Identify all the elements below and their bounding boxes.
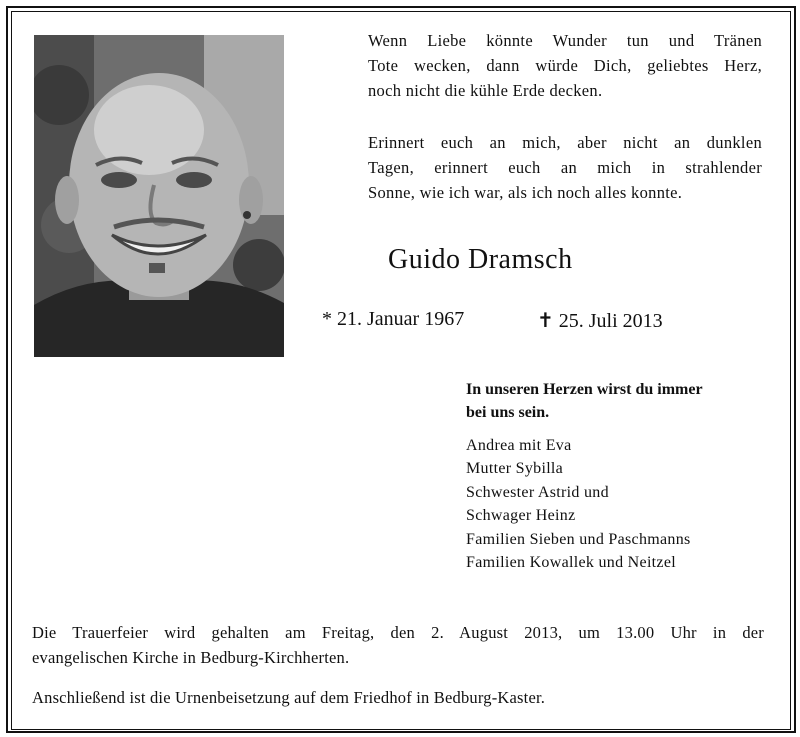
cross-icon: ✝ (537, 310, 554, 332)
portrait-photo (34, 35, 284, 357)
poem-line: Tagen, erinnert euch an mich in strahlender (368, 158, 762, 177)
ceremony-line: evangelischen Kirche in Bedburg-Kirchherten. (32, 648, 350, 667)
mourner: Schwester Astrid und (466, 483, 609, 501)
poem-line: Erinnert euch an mich, aber nicht an dunklen (368, 133, 762, 152)
mourners-list (466, 434, 691, 574)
burial-notice: Anschließend ist die Urnenbeisetzung auf dem Friedhof in Bedburg-Kaster. (32, 688, 546, 707)
motto-line: In unseren Herzen wirst du immer (466, 381, 703, 398)
death-date-text: 25. Juli 2013 (558, 310, 663, 332)
mourner: Familien Sieben und Paschmanns (466, 530, 691, 548)
poem-stanza-2 (368, 130, 762, 205)
deceased-name: Guido Dramsch (388, 244, 573, 275)
mourner: Mutter Sybilla (466, 460, 564, 478)
ceremony-notice (32, 620, 764, 670)
birth-date: * 21. Januar 1967 (322, 308, 465, 330)
poem-line: Sonne, wie ich war, als ich noch alles konnte. (368, 183, 683, 202)
mourner: Schwager Heinz (466, 507, 576, 525)
ceremony-line: Die Trauerfeier wird gehalten am Freitag, den 2. August 2013, um 13.00 Uhr in der (32, 623, 764, 642)
poem-line: noch nicht die kühle Erde decken. (368, 81, 603, 100)
poem-line: Tote wecken, dann würde Dich, geliebtes Herz, (368, 56, 762, 75)
motto (466, 378, 776, 424)
poem-line: Wenn Liebe könnte Wunder tun und Tränen (368, 31, 762, 50)
mourner: Familien Kowallek und Neitzel (466, 554, 676, 572)
death-date (537, 308, 663, 333)
poem-stanza-1 (368, 28, 762, 103)
mourner: Andrea mit Eva (466, 437, 572, 454)
motto-line: bei uns sein. (466, 404, 550, 421)
